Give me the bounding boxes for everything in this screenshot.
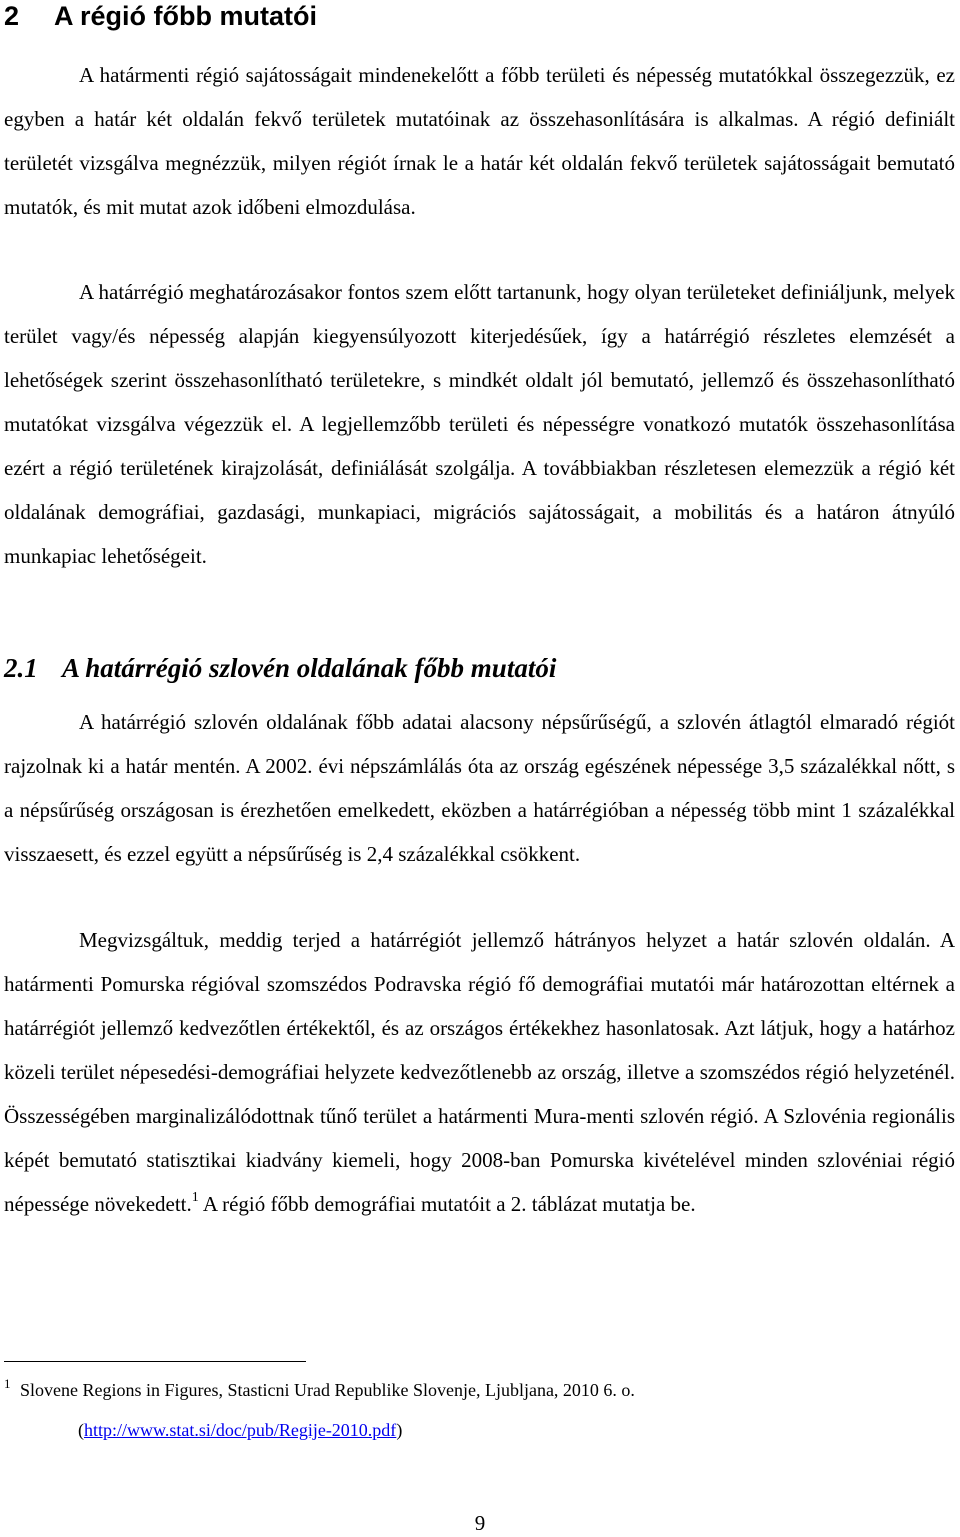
footnote-reference[interactable]: 1 bbox=[191, 1190, 199, 1205]
paragraph-region-definition: A határrégió meghatározásakor fontos szem előtt tartanunk, hogy olyan területeket definiáljunk, melyek terület vagy/és népesség alapján kiegyensúlyozott kiterjedésűek, így a határrégió részletes elemzését a lehetőségek szerint összehasonlítható területekre, s mindkét oldalt jól bemutató, jellemző és összehasonlítható mutatókat vizsgálva végezzük el. A legjellemzőbb területi és népességre vonatkozó mutatók összehasonlítása ezért a régió területének kirajzolását, definiálását szolgálja. A továbbiakban részletesen elemezzük a régió két oldalának demográfiai, gazdasági, munkapiaci, migrációs sajátosságait, a mobilitás és a határon átnyúló munkapiac lehetőségeit. bbox=[4, 280, 955, 568]
paragraph-intro: A határmenti régió sajátosságait mindenekelőtt a főbb területi és népesség mutatókkal összegezzük, ez egyben a határ két oldalán fekvő területek mutatóinak az összehasonlítására is alkalmas. A régió definiált területét vizsgálva megnézzük, milyen régiót írnak le a határ két oldalán fekvő területek sajátosságait bemutató mutatók, és mit mutat azok időbeni elmozdulása. bbox=[4, 63, 955, 219]
paragraph-disadvantage bbox=[4, 918, 955, 1226]
footnote-paren-open: ( bbox=[78, 1420, 84, 1440]
paragraph-text: Megvizsgáltuk, meddig terjed a határrégiót jellemző hátrányos helyzet a határ szlovén oldalán. A határmenti Pomurska régióval szomszédos Podravska régió fő demográfiai mutatói már határozottan eltérnek a határrégiót jellemző kedvezőtlen értékektől, és az országos értékekhez hasonlatosak. Azt látjuk, hogy a határhoz közeli terület népesedési-demográfiai helyzete kedvezőtlenebb az ország, illetve a szomszédos régió helyzeténél. Összességében marginalizálódottnak tűnő terület a határmenti Mura-menti szlovén régió. A Szlovénia regionális képét bemutató statisztikai kiadvány kiemeli, hogy 2008-ban Pomurska kivételével minden szlovéniai régió népessége növekedett. bbox=[4, 928, 955, 1216]
footnote bbox=[4, 1372, 944, 1440]
footnote-url-line bbox=[78, 1418, 402, 1442]
footnote-separator bbox=[4, 1361, 306, 1362]
footnote-marker: 1 bbox=[4, 1376, 11, 1391]
footnote-paren-close: ) bbox=[396, 1420, 403, 1440]
section-heading bbox=[4, 0, 317, 32]
section-title: A régió főbb mutatói bbox=[54, 1, 317, 31]
paragraph-text-end: A régió főbb demográfiai mutatóit a 2. táblázat mutatja be. bbox=[198, 1192, 696, 1216]
subsection-heading bbox=[4, 650, 556, 686]
page-number: 9 bbox=[474, 1511, 486, 1535]
footnote-link[interactable]: http://www.stat.si/doc/pub/Regije-2010.pdf bbox=[84, 1420, 397, 1440]
footnote-line bbox=[4, 1372, 944, 1402]
section-number: 2 bbox=[4, 1, 20, 31]
subsection-number: 2.1 bbox=[4, 653, 38, 683]
footnote-text: Slovene Regions in Figures, Stasticni Urad Republike Slovenje, Ljubljana, 2010 6. o. bbox=[20, 1380, 635, 1400]
subsection-title: A határrégió szlovén oldalának főbb mutatói bbox=[62, 653, 557, 683]
paragraph-slovene-data: A határrégió szlovén oldalának főbb adatai alacsony népsűrűségű, a szlovén átlagtól elmaradó régiót rajzolnak ki a határ mentén. A 2002. évi népszámlálás óta az ország egészének népessége 3,5 százalékkal nőtt, s a népsűrűség országosan is érezhetően emelkedett, eközben a határrégióban a népesség több mint 1 százalékkal visszaesett, és ezzel együtt a népsűrűség is 2,4 százalékkal csökkent. bbox=[4, 710, 955, 866]
